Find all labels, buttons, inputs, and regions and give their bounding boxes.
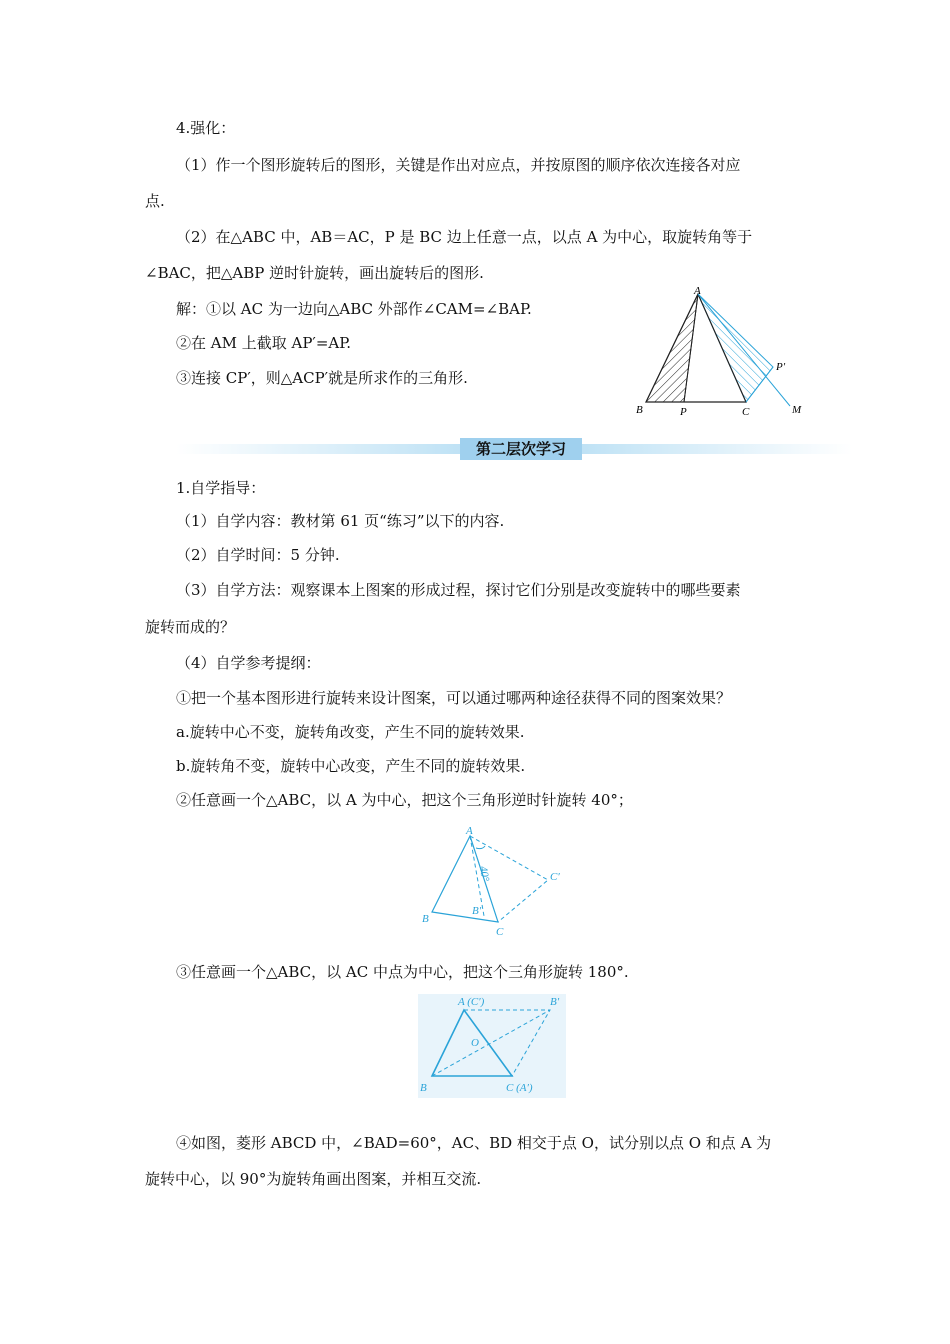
label-M: M (792, 404, 802, 416)
section4-p1-line1: （1）作一个图形旋转后的图形，关键是作出对应点，并按原图的顺序依次连接各对应 (176, 156, 741, 174)
label-A: A (466, 825, 473, 837)
label-O: O (471, 1037, 479, 1049)
section1-title: 1.自学指导： (176, 479, 266, 497)
label-B-prime: B′ (472, 905, 482, 917)
answer-1b: b.旋转角不变，旋转中心改变，产生不同的旋转效果. (176, 757, 526, 775)
rotate-40-figure (418, 822, 568, 942)
label-A-C-prime: A (C′) (458, 996, 485, 1008)
solution-step2: ②在 AM 上截取 AP′=AP. (176, 334, 352, 352)
label-A: A (694, 285, 701, 297)
question-4-line2: 旋转中心，以 90°为旋转角画出图案，并相互交流. (145, 1170, 482, 1188)
solution-step1: 解：①以 AC 为一边向△ABC 外部作∠CAM=∠BAP. (176, 300, 532, 318)
label-P: P (680, 406, 687, 418)
label-B: B (636, 404, 643, 416)
question-4-line1: ④如图，菱形 ABCD 中，∠BAD=60°，AC、BD 相交于点 O，试分别以点 O 和点 A 为 (176, 1134, 772, 1152)
rotate-180-figure (418, 994, 566, 1098)
question-1: ①把一个基本图形进行旋转来设计图案，可以通过哪两种途径获得不同的图案效果？ (176, 689, 732, 707)
self-study-outline: （4）自学参考提纲： (176, 654, 321, 672)
self-study-method-line1: （3）自学方法：观察课本上图案的形成过程，探讨它们分别是改变旋转中的哪些要素 (176, 581, 741, 599)
rotation-triangle-figure (630, 282, 810, 418)
label-C: C (742, 406, 750, 418)
self-study-time: （2）自学时间：5 分钟. (176, 546, 340, 564)
section4-title: 4.强化： (176, 119, 236, 137)
banner-title: 第二层次学习 (475, 440, 566, 458)
self-study-method-line2: 旋转而成的？ (145, 618, 236, 636)
label-B: B (422, 913, 429, 925)
section4-p1-line2: 点. (145, 192, 165, 210)
answer-1a: a.旋转中心不变，旋转角改变，产生不同的旋转效果. (176, 723, 525, 741)
label-C: C (496, 926, 504, 938)
label-C-A-prime: C (A′) (506, 1082, 533, 1094)
label-B: B (420, 1082, 427, 1094)
question-3: ③任意画一个△ABC，以 AC 中点为中心，把这个三角形旋转 180°. (176, 963, 629, 981)
label-B-prime: B′ (550, 996, 560, 1008)
solution-step3: ③连接 CP′，则△ACP′就是所求作的三角形. (176, 369, 468, 387)
question-2: ②任意画一个△ABC，以 A 为中心，把这个三角形逆时针旋转 40°； (176, 791, 633, 809)
self-study-content: （1）自学内容：教材第 61 页“练习”以下的内容. (176, 512, 505, 530)
label-angle: 40° (476, 865, 492, 883)
section4-p2-line1: （2）在△ABC 中，AB＝AC，P 是 BC 边上任意一点，以点 A 为中心，取旋转角等于 (176, 228, 753, 246)
section4-p2-line2: ∠BAC，把△ABP 逆时针旋转，画出旋转后的图形. (145, 264, 484, 282)
label-P-prime: P′ (776, 361, 786, 373)
label-C-prime: C′ (550, 871, 560, 883)
